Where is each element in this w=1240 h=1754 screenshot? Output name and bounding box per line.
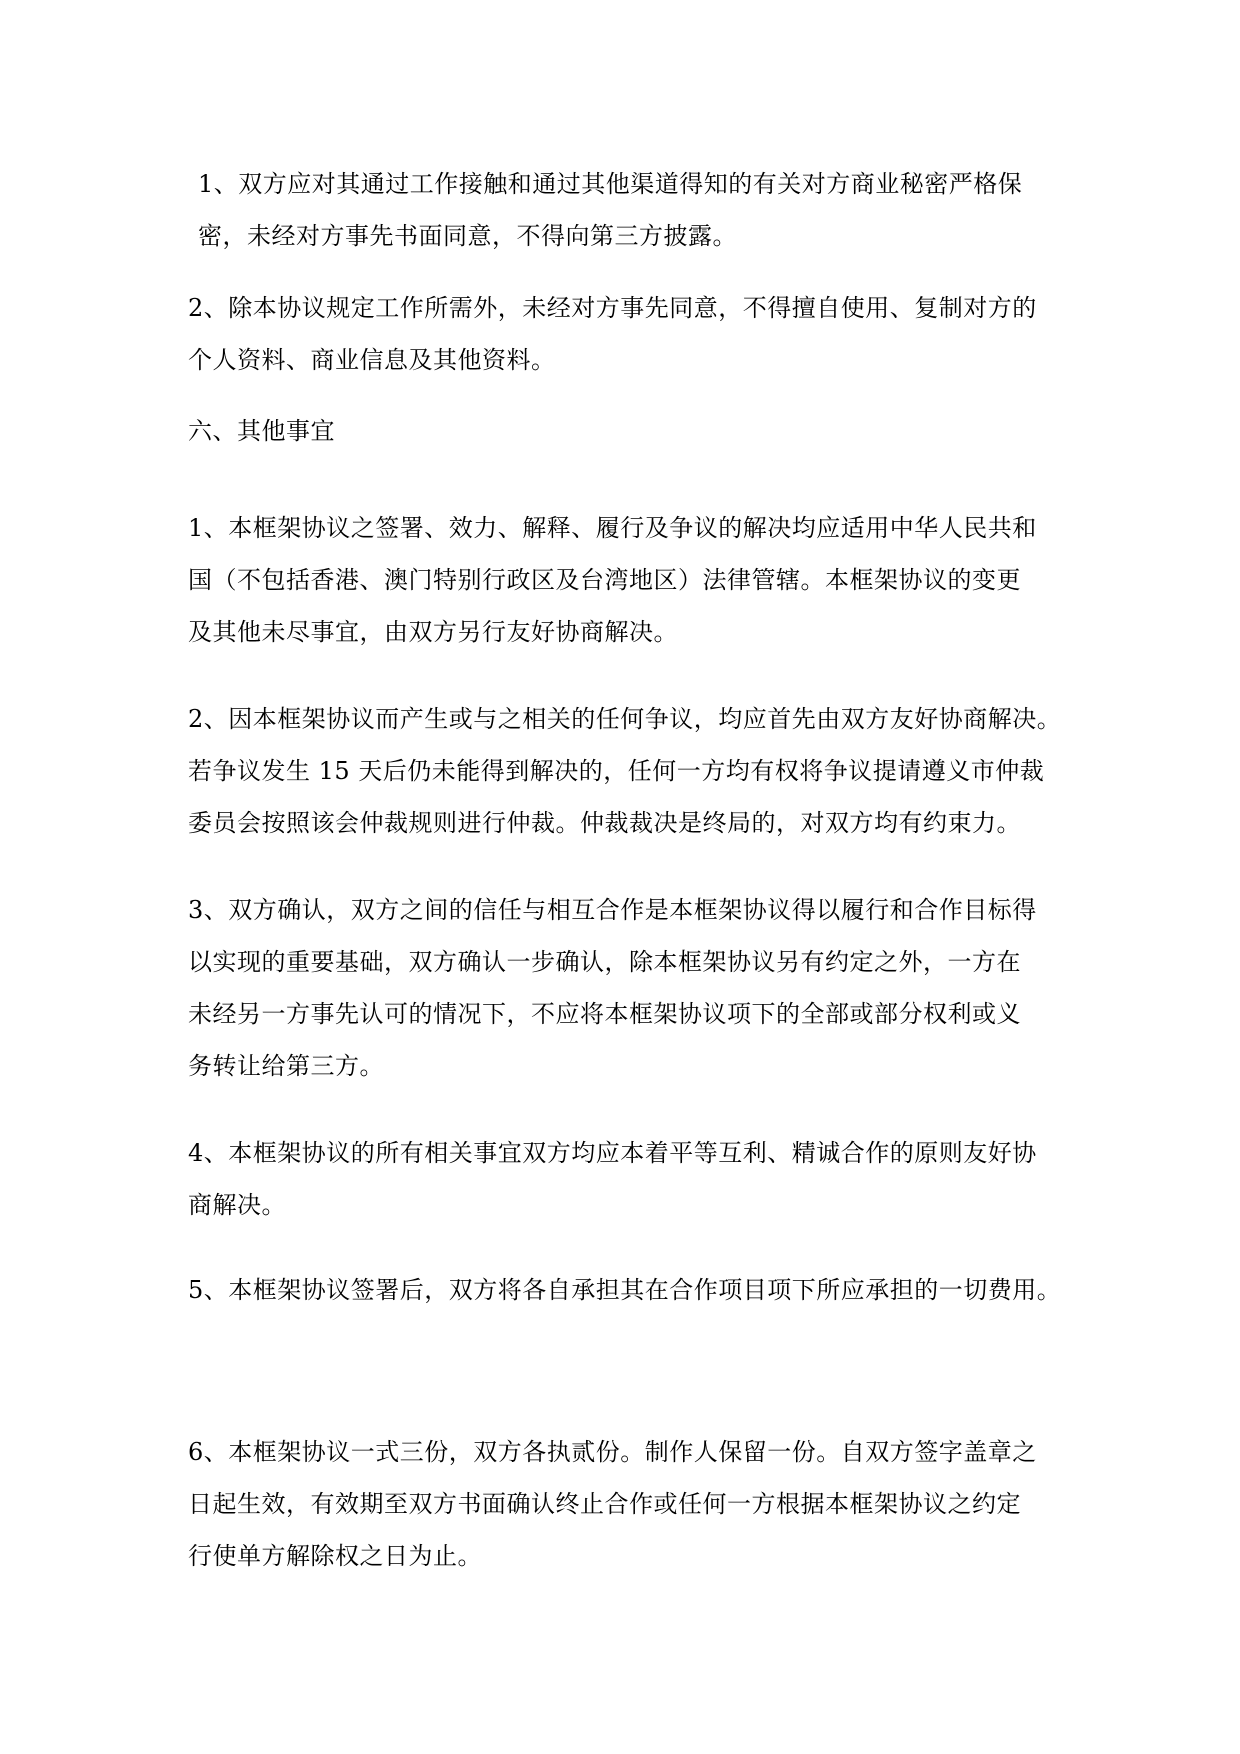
paragraph-other-1 [188, 502, 1068, 658]
paragraph-line: 4、本框架协议的所有相关事宜双方均应本着平等互利、精诚合作的原则友好协 [188, 1139, 1037, 1167]
paragraph-line: 委员会按照该会仲裁规则进行仲裁。仲裁裁决是终局的，对双方均有约束力。 [188, 809, 1021, 837]
paragraph-line: 及其他未尽事宜，由双方另行友好协商解决。 [188, 618, 678, 646]
paragraph-other-5 [188, 1264, 1068, 1316]
paragraph-other-6 [188, 1426, 1068, 1582]
paragraph-line: 行使单方解除权之日为止。 [188, 1542, 482, 1570]
paragraph-line: 3、双方确认，双方之间的信任与相互合作是本框架协议得以履行和合作目标得 [188, 896, 1037, 924]
paragraph-line: 6、本框架协议一式三份，双方各执贰份。制作人保留一份。自双方签字盖章之 [188, 1438, 1037, 1466]
paragraph-line: 商解决。 [188, 1191, 286, 1219]
paragraph-line: 未经另一方事先认可的情况下，不应将本框架协议项下的全部或部分权利或义 [188, 1000, 1021, 1028]
paragraph-line: 1、本框架协议之签署、效力、解释、履行及争议的解决均应适用中华人民共和 [188, 514, 1037, 542]
paragraph-line: 2、除本协议规定工作所需外，未经对方事先同意，不得擅自使用、复制对方的 [188, 294, 1037, 322]
paragraph-line: 2、因本框架协议而产生或与之相关的任何争议，均应首先由双方友好协商解决。 [188, 705, 1062, 733]
section-heading-other-matters [188, 405, 1068, 457]
paragraph-line: 以实现的重要基础，双方确认一步确认，除本框架协议另有约定之外，一方在 [188, 948, 1021, 976]
paragraph-line: 1、双方应对其通过工作接触和通过其他渠道得知的有关对方商业秘密严格保 [198, 170, 1023, 198]
paragraph-line: 国（不包括香港、澳门特别行政区及台湾地区）法律管辖。本框架协议的变更 [188, 566, 1021, 594]
paragraph-confidentiality-2 [188, 282, 1068, 386]
paragraph-confidentiality-1 [198, 158, 1078, 262]
paragraph-line: 5、本框架协议签署后，双方将各自承担其在合作项目项下所应承担的一切费用。 [188, 1276, 1062, 1304]
section-heading-text: 六、其他事宜 [188, 417, 335, 445]
paragraph-other-4 [188, 1127, 1068, 1231]
paragraph-line: 若争议发生 15 天后仍未能得到解决的，任何一方均有权将争议提请遵义市仲裁 [188, 757, 1045, 785]
paragraph-line: 个人资料、商业信息及其他资料。 [188, 346, 556, 374]
paragraph-line: 务转让给第三方。 [188, 1052, 384, 1080]
paragraph-line: 密，未经对方事先书面同意，不得向第三方披露。 [198, 222, 737, 250]
paragraph-other-3 [188, 884, 1068, 1092]
paragraph-line: 日起生效，有效期至双方书面确认终止合作或任何一方根据本框架协议之约定 [188, 1490, 1021, 1518]
paragraph-other-2 [188, 693, 1068, 849]
